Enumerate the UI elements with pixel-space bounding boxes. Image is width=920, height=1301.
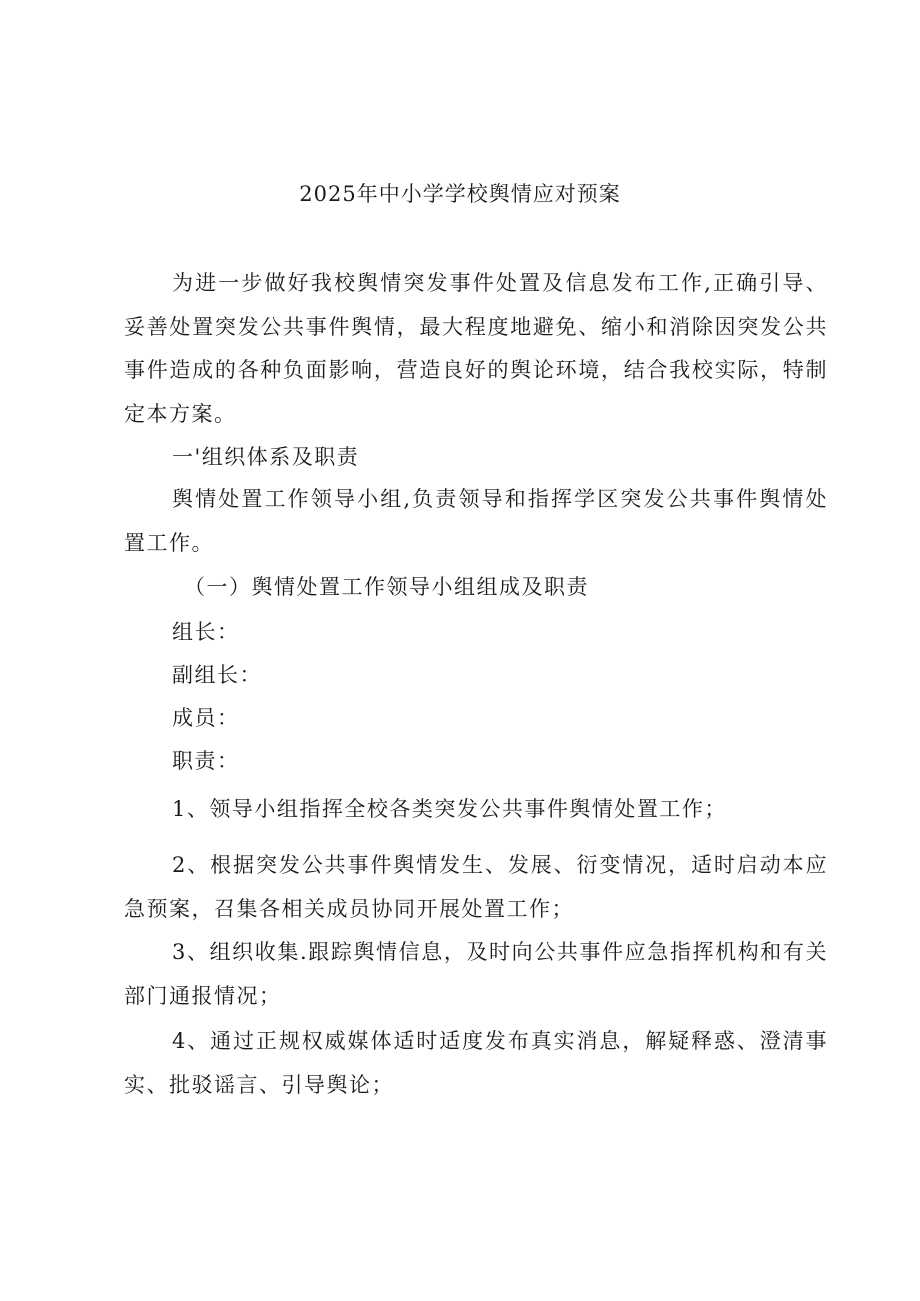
duty-item-4: 4、通过正规权威媒体适时适度发布真实消息，解疑释惑、澄清事实、批驳谣言、引导舆论； bbox=[124, 1029, 828, 1097]
section1-heading: 一'组织体系及职责 bbox=[172, 445, 360, 469]
duties-label: 职责： bbox=[172, 749, 240, 773]
document-title: 2025年中小学学校舆情应对预案 bbox=[299, 182, 621, 206]
deputy-label: 副组长： bbox=[172, 663, 262, 687]
leader-label: 组长： bbox=[172, 620, 240, 644]
subsection1-heading: （一）舆情处置工作领导小组组成及职责 bbox=[184, 575, 589, 599]
section1-body: 舆情处置工作领导小组,负责领导和指挥学区突发公共事件舆情处置工作。 bbox=[124, 487, 828, 555]
duty-item-3: 3、组织收集.跟踪舆情信息，及时向公共事件应急指挥机构和有关部门通报情况； bbox=[124, 940, 828, 1008]
duty-item-1: 1、领导小组指挥全校各类突发公共事件舆情处置工作； bbox=[172, 797, 727, 821]
intro-paragraph: 为进一步做好我校舆情突发事件处置及信息发布工作,正确引导、妥善处置突发公共事件舆情，最大程度地避免、缩小和消除因突发公共事件造成的各种负面影响，营造良好的舆论环境，结合我校实际，特制定本方案。 bbox=[124, 271, 828, 426]
members-label: 成员： bbox=[172, 706, 240, 730]
duty-item-2: 2、根据突发公共事件舆情发生、发展、衍变情况，适时启动本应急预案，召集各相关成员协同开展处置工作； bbox=[124, 853, 828, 921]
